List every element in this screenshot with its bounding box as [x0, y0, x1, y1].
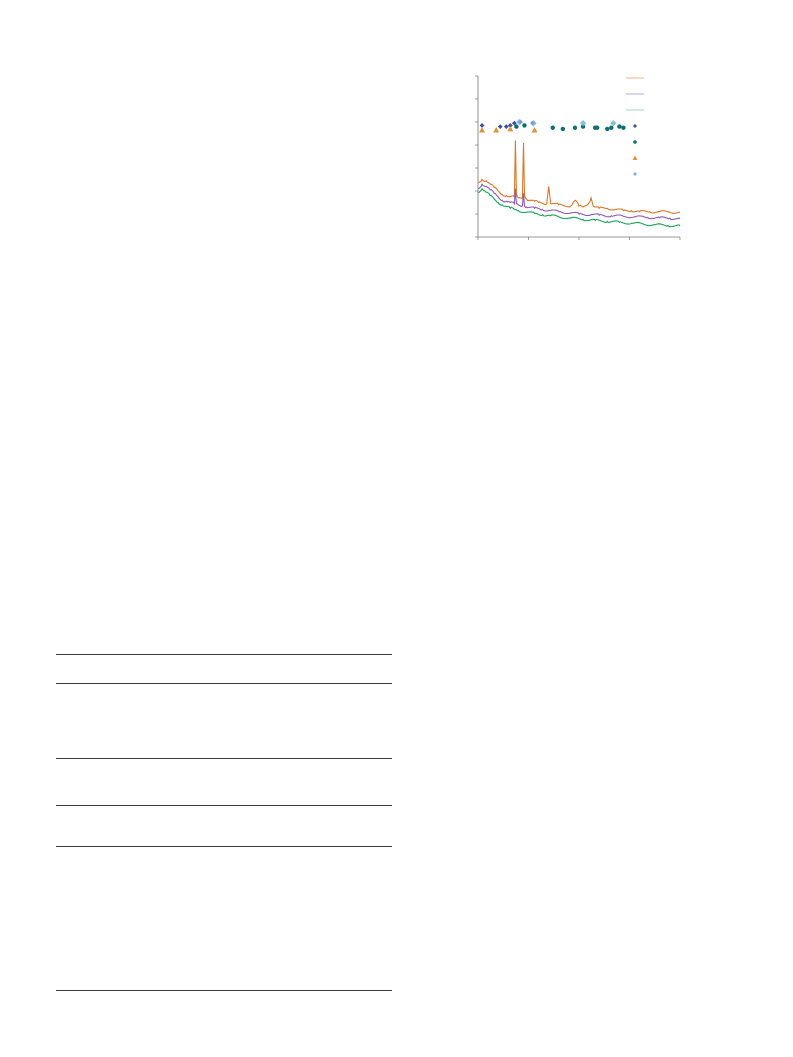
table-header-rule	[56, 683, 392, 684]
table-row-separator	[56, 846, 392, 847]
phase-marker-circle	[573, 126, 577, 130]
phase-marker-diamond	[498, 124, 503, 129]
legend-marker-swatch	[633, 140, 637, 144]
legend-marker-swatch	[633, 172, 637, 176]
phase-marker-circle	[551, 126, 555, 130]
table-outline	[56, 0, 392, 1057]
phase-marker-triangle	[479, 127, 485, 133]
xrd-chart	[466, 68, 688, 258]
phase-marker-triangle	[532, 127, 538, 133]
series-line-1	[478, 140, 680, 213]
phase-marker-diamond-large	[516, 119, 522, 125]
series-line-2	[478, 184, 680, 219]
table-row-separator	[56, 758, 392, 759]
phase-marker-circle	[514, 124, 518, 128]
legend-marker-swatch	[633, 124, 637, 128]
phase-marker-circle	[522, 123, 526, 127]
phase-marker-circle	[617, 124, 621, 128]
legend-marker-swatch	[633, 156, 638, 161]
table-top-rule	[56, 654, 392, 655]
phase-marker-circle	[605, 127, 609, 131]
phase-marker-diamond-large	[580, 120, 586, 126]
xrd-pattern-figure	[466, 68, 688, 258]
table-bottom-rule	[56, 990, 392, 991]
phase-marker-triangle	[493, 127, 499, 133]
phase-marker-diamond	[504, 124, 509, 129]
phase-marker-diamond-large	[530, 120, 536, 126]
table-row-separator	[56, 805, 392, 806]
series-line-3	[478, 189, 680, 227]
phase-marker-circle	[609, 126, 613, 130]
phase-marker-circle	[621, 126, 625, 130]
phase-marker-circle	[595, 126, 599, 130]
phase-marker-diamond-large	[610, 120, 616, 126]
phase-marker-circle	[561, 127, 565, 131]
